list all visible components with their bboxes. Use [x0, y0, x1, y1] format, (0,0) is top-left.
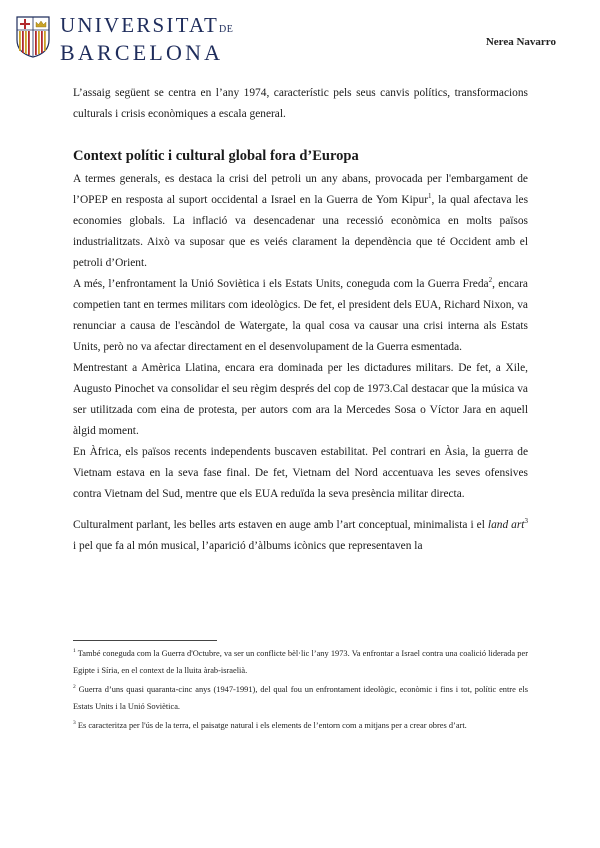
university-wordmark	[60, 14, 233, 65]
footnote-ref: 2	[488, 276, 493, 285]
emphasis-land-art: land art	[487, 519, 525, 531]
paragraph-text: A més, l’enfrontament la Unió Soviètica i els Estats Units, coneguda com la Guerra Freda	[73, 278, 489, 290]
university-shield-logo	[16, 16, 50, 58]
section-heading: Context polític i cultural global fora d’Europa	[73, 148, 359, 164]
footnote-2	[73, 681, 528, 715]
footnote-3	[73, 717, 528, 734]
footnote-ref: 3	[524, 517, 528, 526]
paragraph-text: , encara competien tant en termes militars com ideològics. De fet, el president dels EUA, Richard Nixon, va renunciar a causa de l'escàndol de Watergate, la qual cosa va causar una crisi interna als Estats Units, però no va afectar directament en el desenvolupament de la Guerra esmentada.	[73, 278, 528, 353]
paragraph-text: Culturalment parlant, les belles arts estaven en auge amb l’art conceptual, minimalista i el	[73, 519, 488, 531]
footnote-text: També coneguda com la Guerra d'Octubre, va ser un conflicte bèl·lic l’any 1973. Va enfrontar a Israel contra una coalició liderada per Egipte i Síria, en el context de la lluita àrab-israelià.	[73, 649, 528, 675]
footnote-number: 3	[73, 720, 76, 727]
footnotes	[73, 645, 528, 736]
intro-paragraph: L’assaig següent se centra en l’any 1974, característic pels seus canvis polítics, transformacions culturals i crisis econòmiques a escala general.	[73, 87, 528, 120]
footnote-text: Es caracteritza per l'ús de la terra, el paisatge natural i els elements de l’entorn com a mitjans per a crear obres d’art.	[75, 721, 467, 730]
paragraph-latin-america: Mentrestant a Amèrica Llatina, encara era dominada per les dictadures militars. De fet, a Xile, Augusto Pinochet va consolidar el seu règim després del cop de 1973.Cal destacar que la música va ser utilitzada com eina de protesta, per autors com ara la Mercedes Sosa o Víctor Jara en aquell àlgid moment.	[73, 362, 528, 437]
wordmark-de: DE	[219, 24, 234, 35]
paragraph-africa-asia: En Àfrica, els països recents independents buscaven estabilitat. Pel contrari en Àsia, la guerra de Vietnam estava en la seva fase final. De fet, Vietnam del Nord accentuava les seves ofensives contra Vietnam del Sud, mentre que els EUA reduïda la seva presència militar directa.	[73, 446, 528, 500]
footnote-number: 2	[73, 684, 76, 691]
paragraph-text: , la qual afectava les economies globals. La inflació va desencadenar una recessió econòmica en molts països industrialitzats. Això va suposar que es veiés clarament la dependència que té Occident amb el petroli d’Orient.	[73, 194, 529, 269]
footnote-text: Guerra d’uns quasi quaranta-cinc anys (1947-1991), del qual fou un enfrontament ideològic, econòmic i fins i tot, polític entre els Estats Units i la Unió Soviètica.	[73, 685, 528, 711]
author-name: Nerea Navarro	[485, 36, 556, 48]
paragraph-cold-war	[73, 274, 528, 358]
paragraph-text: A termes generals, es destaca la crisi del petroli un any abans, provocada per l'embargament de l’OPEP en resposta al suport occidental a Israel en la Guerra de Yom Kipur	[73, 173, 528, 206]
paragraph-culture	[73, 515, 528, 557]
footnote-ref: 1	[428, 192, 432, 201]
wordmark-line1: UNIVERSITAT	[60, 13, 220, 37]
footnote-1	[73, 645, 528, 679]
footnote-number: 1	[73, 648, 76, 655]
body-text	[73, 83, 528, 557]
footnote-separator	[73, 640, 217, 641]
paragraph-text: i pel que fa al món musical, l’aparició d’àlbums icònics que representaven la	[73, 540, 423, 552]
paragraph-oil-crisis	[73, 169, 528, 274]
wordmark-line2: BARCELONA	[60, 40, 224, 65]
